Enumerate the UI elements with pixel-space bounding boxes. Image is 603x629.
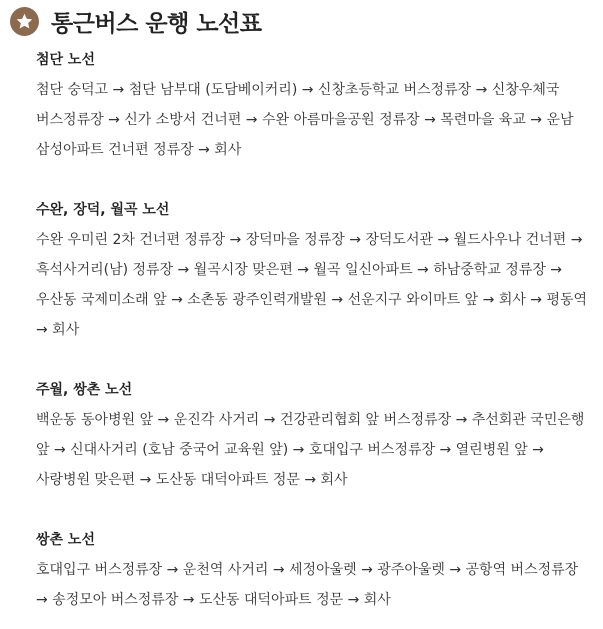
route-path: 백운동 동아병원 앞 → 운진각 사거리 → 건강관리협회 앞 버스정류장 → 추선회관 국민은행 앞 → 신대사거리 (호남 중국어 교육원 앞) → 호대입구 버스정류장 → 열린병원 앞 → 사랑병원 맞은편 → 도산동 대덕아파트 정문 → 회사	[36, 412, 585, 488]
route-title: 주월, 쌍촌 노선	[36, 382, 133, 398]
route-section-ssangchon	[10, 525, 589, 615]
route-section-suwan-jangdeok-wolgok	[10, 195, 589, 345]
route-title: 쌍촌 노선	[36, 532, 95, 548]
page-header	[10, 0, 589, 42]
route-path: 호대입구 버스정류장 → 운천역 사거리 → 세정아울렛 → 광주아울렛 → 공항역 버스정류장 → 송정모아 버스정류장 → 도산동 대덕아파트 정문 → 회사	[36, 562, 579, 608]
star-icon	[10, 7, 39, 36]
route-section-juwol-ssangchon	[10, 375, 589, 495]
route-title: 수완, 장덕, 월곡 노선	[36, 202, 170, 218]
route-title: 첨단 노선	[36, 52, 95, 68]
route-path: 수완 우미린 2차 건너편 정류장 → 장덕마을 정류장 → 장덕도서관 → 월드사우나 건너편 → 흑석사거리(남) 정류장 → 월곡시장 맞은편 → 월곡 일신아파트 → 하남중학교 정류장 → 우산동 국제미소래 앞 → 소촌동 광주인력개발원 → 선운지구 와이마트 앞 → 회사 → 평동역 → 회사	[36, 232, 588, 338]
page-title: 통근버스 운행 노선표	[51, 10, 262, 37]
route-path: 첨단 숭덕고 → 첨단 남부대 (도담베이커리) → 신창초등학교 버스정류장 → 신창우체국 버스정류장 → 신가 소방서 건너편 → 수완 아름마을공원 정류장 → 목련마을 육교 → 운남 삼성아파트 건너편 정류장 → 회사	[36, 82, 574, 158]
route-section-cheomdan	[10, 45, 589, 165]
